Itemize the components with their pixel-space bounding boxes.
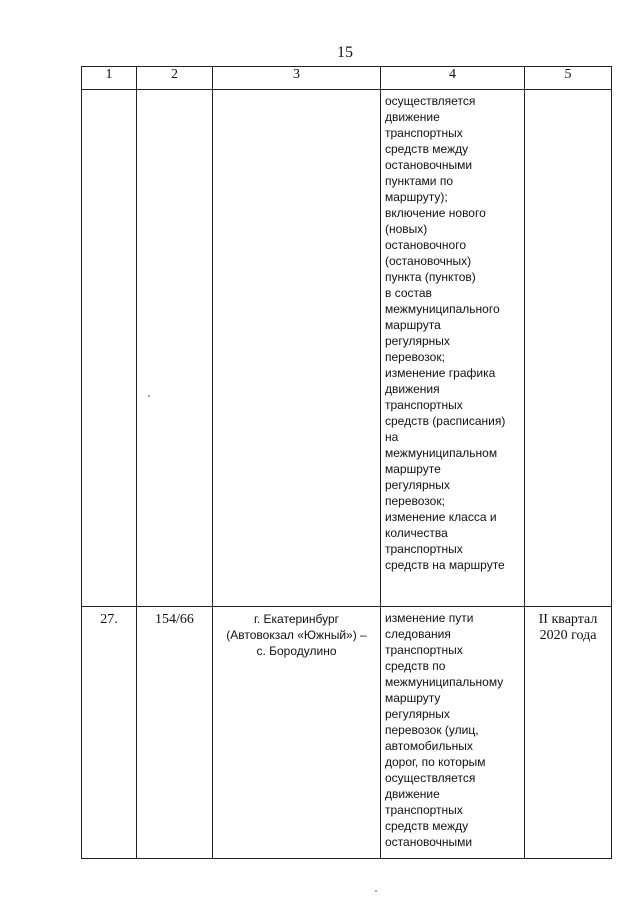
change-description-lines — [385, 610, 522, 850]
text-line: остановочными — [385, 835, 473, 849]
cell-change-description — [381, 607, 525, 859]
routes-table — [81, 66, 612, 859]
text-line: средств на маршруте — [385, 558, 505, 572]
text-line: пункта (пунктов) — [385, 270, 476, 284]
table-row-continuation — [82, 90, 612, 607]
text-line: транспортных — [385, 643, 463, 657]
table-row-27 — [82, 607, 612, 859]
text-line: изменение класса и — [385, 510, 497, 524]
text-line: количества — [385, 526, 448, 540]
text-line: осуществляется — [385, 771, 476, 785]
cell-number: 27. — [82, 607, 137, 859]
text-line: изменение пути — [385, 611, 474, 625]
scan-speck — [148, 395, 150, 397]
text-line: маршрута — [385, 318, 441, 332]
text-line: (Автовокзал «Южный») – — [226, 628, 367, 642]
header-cell-2: 2 — [137, 67, 213, 90]
header-cell-3: 3 — [213, 67, 381, 90]
page-number: 15 — [337, 44, 353, 61]
text-line: средств между — [385, 142, 469, 156]
text-line: межмуниципального — [385, 302, 500, 316]
text-line: маршруту — [385, 691, 441, 705]
header-cell-4: 4 — [381, 67, 525, 90]
text-line: средств (расписания) — [385, 414, 506, 428]
cell-route-code: 154/66 — [137, 607, 213, 859]
text-line: средств между — [385, 819, 469, 833]
text-line: остановочного — [385, 238, 466, 252]
text-line: в состав — [385, 286, 432, 300]
change-description-lines — [385, 93, 522, 573]
text-line: маршруте — [385, 462, 441, 476]
text-line: регулярных — [385, 334, 450, 348]
text-line: транспортных — [385, 803, 463, 817]
cell-number — [82, 90, 137, 607]
text-line: перевозок (улиц, — [385, 723, 479, 737]
text-line: г. Екатеринбург — [253, 612, 340, 626]
text-line: изменение графика — [385, 366, 496, 380]
text-line: движение — [385, 787, 440, 801]
scan-speck — [375, 890, 377, 892]
header-cell-1: 1 — [82, 67, 137, 90]
text-line: перевозок; — [385, 494, 445, 508]
text-line: остановочными — [385, 158, 473, 172]
table-header-row — [82, 67, 612, 90]
text-line: дорог, по которым — [385, 755, 486, 769]
text-line: осуществляется — [385, 94, 476, 108]
text-line: регулярных — [385, 707, 450, 721]
text-line: включение нового — [385, 206, 486, 220]
text-line: 2020 года — [539, 628, 597, 643]
text-line: пунктами по — [385, 174, 454, 188]
text-line: транспортных — [385, 542, 463, 556]
header-cell-5: 5 — [525, 67, 612, 90]
deadline-lines — [525, 612, 611, 644]
text-line: (остановочных) — [385, 254, 472, 268]
text-line: транспортных — [385, 126, 463, 140]
text-line: маршруту); — [385, 190, 448, 204]
text-line: II квартал — [538, 612, 598, 627]
text-line: регулярных — [385, 478, 450, 492]
text-line: перевозок; — [385, 350, 445, 364]
cell-route-name — [213, 90, 381, 607]
text-line: средств по — [385, 659, 446, 673]
text-line: на — [385, 430, 399, 444]
text-line: автомобильных — [385, 739, 473, 753]
cell-route-code — [137, 90, 213, 607]
cell-route-name — [213, 607, 381, 859]
text-line: движение — [385, 110, 440, 124]
cell-deadline — [525, 90, 612, 607]
cell-deadline — [525, 607, 612, 859]
route-name-lines — [213, 611, 380, 659]
text-line: с. Бородулино — [256, 644, 337, 658]
text-line: межмуниципальном — [385, 446, 498, 460]
text-line: движения — [385, 382, 440, 396]
text-line: (новых) — [385, 222, 428, 236]
cell-change-description — [381, 90, 525, 607]
text-line: транспортных — [385, 398, 463, 412]
text-line: межмуниципальному — [385, 675, 504, 689]
text-line: следования — [385, 627, 451, 641]
